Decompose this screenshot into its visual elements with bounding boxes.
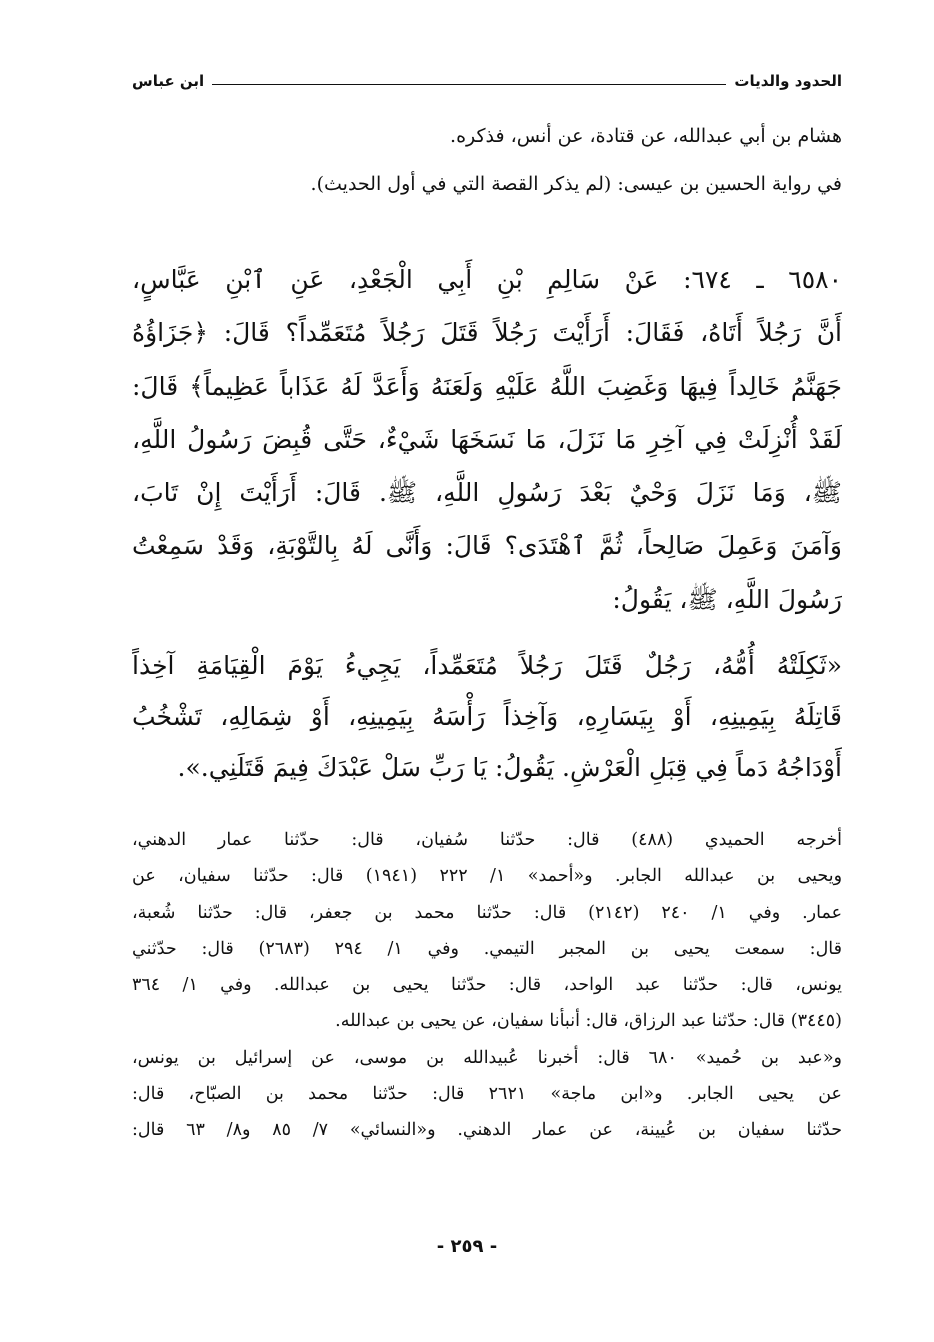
intro-line: في رواية الحسين بن عيسى: (لم يذكر القصة التي في أول الحديث).	[310, 173, 842, 195]
note-line: ويحيى بن عبدالله الجابر. و«أحمد» ١/ ٢٢٢ (١٩٤١) قال: حدّثنا سفيان، عن	[132, 866, 842, 887]
header-rule	[212, 84, 726, 85]
hadith-text	[132, 253, 842, 626]
note-line: (٣٤٤٥) قال: حدّثنا عبد الرزاق، قال: أنبأنا سفيان، عن يحيى بن عبدالله.	[335, 1011, 842, 1032]
quote-line: «ثَكِلَتْهُ أُمُّهُ، رَجُلٌ قَتَلَ رَجُلاً مُتَعَمِّداً، يَجِيءُ يَوْمَ الْقِيَامَةِ آخِذاً	[132, 651, 842, 680]
note-line: عمار. وفي ١/ ٢٤٠ (٢١٤٢) قال: حدّثنا محمد بن جعفر، قال: حدّثنا شُعبة،	[132, 902, 842, 923]
takhrij-notes	[132, 822, 842, 1149]
hadith-line: ٦٥٨٠ ـ ٦٧٤: عَنْ سَالِمِ بْنِ أَبِي الْجَعْدِ، عَنِ ٱبْنِ عَبَّاسٍ،	[132, 265, 842, 294]
quote-line: قَاتِلَهُ بِيَمِينِهِ، أَوْ بِيَسَارِهِ، وَآخِذاً رَأْسَهُ بِيَمِينِهِ، أَوْ شِمَالِهِ، تَشْخُبُ	[132, 702, 842, 731]
page-number: - ٢٥٩ -	[436, 1236, 498, 1257]
hadith-line: جَهَنَّمُ خَالِداً فِيهَا وَغَضِبَ اللَّهُ عَلَيْهِ وَلَعَنَهُ وَأَعَدَّ لَهُ عَذَاباً عَظِيماً﴾ قَالَ:	[132, 371, 842, 401]
note-line: و«عبد بن حُميد» ٦٨٠ قال: أخبرنا عُبيدالله بن موسى، عن إسرائيل بن يونس،	[132, 1047, 842, 1068]
hadith-line: رَسُولَ اللَّهِ، ﷺ، يَقُولُ:	[612, 584, 842, 614]
header-narrator-name: ابن عباس	[132, 72, 205, 90]
prophetic-quote	[132, 640, 842, 793]
intro-line: هشام بن أبي عبدالله، عن قتادة، عن أنس، فذكره.	[450, 125, 842, 147]
hadith-line: ﷺ، وَمَا نَزَلَ وَحْيٌ بَعْدَ رَسُولِ اللَّهِ، ﷺ. قَالَ: أَرَأَيْتَ إِنْ تَابَ،	[132, 478, 842, 508]
note-line: قال: سمعت يحيى بن المجبر التيمي. وفي ١/ ٢٩٤ (٢٦٨٣) قال: حدّثني	[132, 938, 842, 959]
quote-line: أَوْدَاجُهُ دَماً فِي قِبَلِ الْعَرْشِ. يَقُولُ: يَا رَبِّ سَلْ عَبْدَكَ فِيمَ قَتَلَنِي.».	[177, 753, 842, 782]
note-line: عن يحيى الجابر. و«ابن ماجة» ٢٦٢١ قال: حدّثنا محمد بن الصبّاح، قال:	[132, 1084, 842, 1105]
hadith-line: أَنَّ رَجُلاً أَتَاهُ، فَقَالَ: أَرَأَيْتَ رَجُلاً قَتَلَ رَجُلاً مُتَعَمِّداً؟ قَالَ: ﴿جَزَاؤُهُ	[132, 318, 842, 348]
hadith-line: وَآمَنَ وَعَمِلَ صَالِحاً، ثُمَّ ٱهْتَدَى؟ قَالَ: وَأَنَّى لَهُ بِالتَّوْبَةِ، وَقَدْ سَمِعْتُ	[132, 531, 842, 561]
intro-text	[132, 112, 842, 208]
note-line: أخرجه الحميدي (٤٨٨) قال: حدّثنا سُفيان، قال: حدّثنا عمار الدهني،	[132, 830, 842, 850]
running-header	[132, 64, 842, 90]
note-line: حدّثنا سفيان بن عُيينة، عن عمار الدهني. و«النسائي» ٧/ ٨٥ و٨/ ٦٣ قال:	[132, 1120, 842, 1141]
note-line: يونس، قال: حدّثنا عبد الواحد، قال: حدّثنا يحيى بن عبدالله. وفي ١/ ٣٦٤	[132, 975, 842, 996]
hadith-line: لَقَدْ أُنْزِلَتْ فِي آخِرِ مَا نَزَلَ، مَا نَسَخَهَا شَيْءٌ، حَتَّى قُبِضَ رَسُولُ اللَّهِ،	[132, 424, 842, 454]
header-chapter-title: الحدود والديات	[734, 72, 842, 90]
